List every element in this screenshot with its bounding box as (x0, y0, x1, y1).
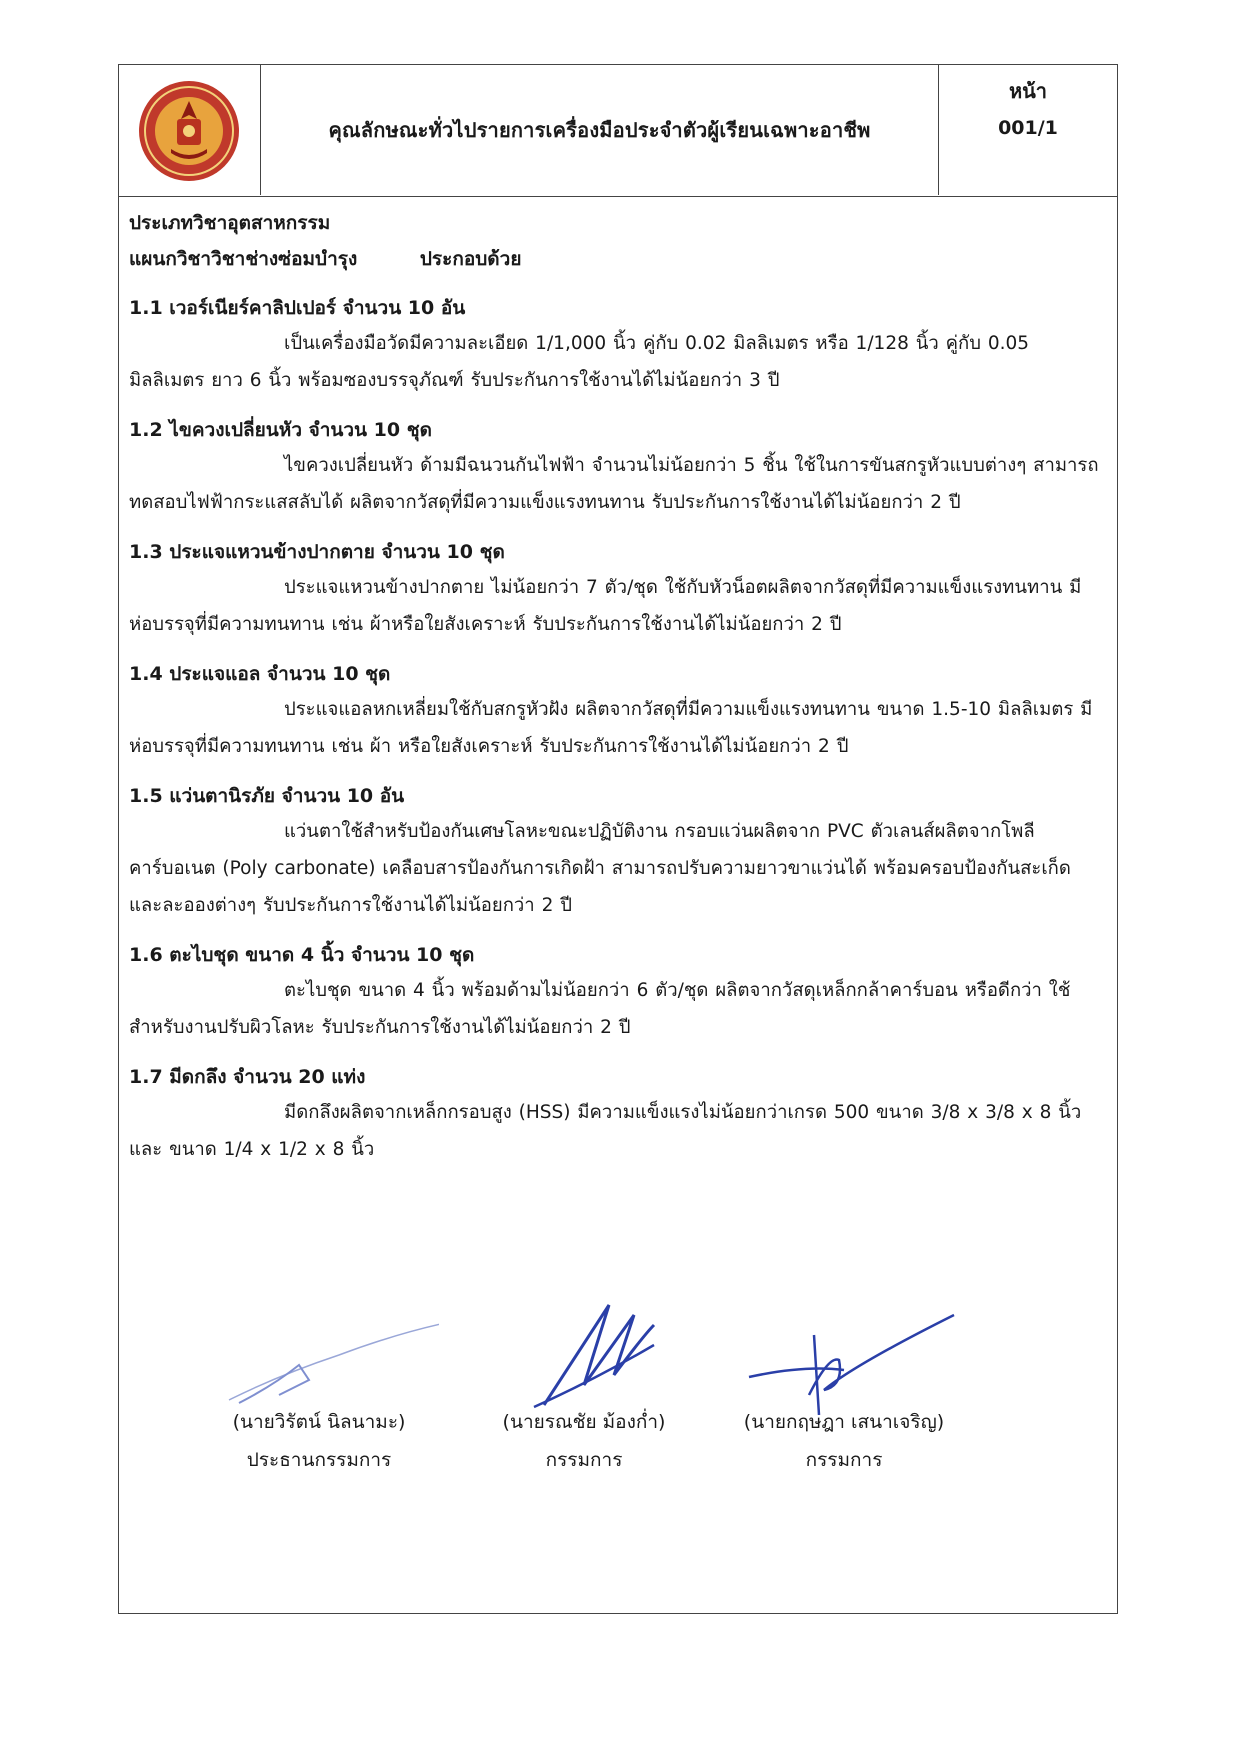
signer-name: (นายวิรัตน์ นิลนามะ) (232, 1411, 406, 1433)
page-number: 001/1 (998, 117, 1058, 139)
signer-role: กรรมการ (805, 1449, 883, 1471)
item-body: ประแจแหวนข้างปากตาย ไม่น้อยกว่า 7 ตัว/ชุด ใช้กับหัวน็อตผลิตจากวัสดุที่มีความแข็งแรงทนทาน มีห่อบรรจุที่มีความทนทาน เช่น ผ้าหรือใยสังเคราะห์ รับประกันการใช้งานได้ไม่น้อยกว่า 2 ปี (129, 577, 1082, 635)
item-body: เป็นเครื่องมือวัดมีความละเอียด 1/1,000 นิ้ว คู่กับ 0.02 มิลลิเมตร หรือ 1/128 นิ้ว คู่กับ 0.05 มิลลิเมตร ยาว 6 นิ้ว พร้อมซองบรรจุภัณฑ์ รับประกันการใช้งานได้ไม่น้อยกว่า 3 ปี (129, 333, 1030, 391)
item-title: 1.6 ตะไบชุด ขนาด 4 นิ้ว จำนวน 10 ชุด (129, 944, 475, 966)
logo-cell (119, 65, 261, 195)
item-title: 1.1 เวอร์เนียร์คาลิปเปอร์ จำนวน 10 อัน (129, 297, 466, 319)
document-frame (118, 64, 1118, 1614)
document-body (129, 205, 1104, 1168)
handwritten-signature-icon (484, 1295, 704, 1415)
item-title: 1.4 ประแจแอล จำนวน 10 ชุด (129, 663, 391, 685)
page-cell (939, 65, 1117, 195)
signature-chairman (189, 1295, 449, 1595)
institution-seal-icon (137, 79, 241, 183)
list-item (129, 657, 1104, 765)
signature-member-2 (714, 1295, 974, 1595)
signer-name: (นายรณชัย ม้องก่ำ) (502, 1411, 666, 1433)
signer-name: (นายกฤษฎา เสนาเจริญ) (743, 1411, 945, 1433)
list-item (129, 1060, 1104, 1168)
item-body: ตะไบชุด ขนาด 4 นิ้ว พร้อมด้ามไม่น้อยกว่า 6 ตัว/ชุด ผลิตจากวัสดุเหล็กกล้าคาร์บอน หรือดีกว่า ใช้สำหรับงานปรับผิวโลหะ รับประกันการใช้งานได้ไม่น้อยกว่า 2 ปี (129, 980, 1071, 1038)
item-title: 1.3 ประแจแหวนข้างปากตาย จำนวน 10 ชุด (129, 541, 505, 563)
item-body: ประแจแอลหกเหลี่ยมใช้กับสกรูหัวฝัง ผลิตจากวัสดุที่มีความแข็งแรงทนทาน ขนาด 1.5-10 มิลลิเมตร มีห่อบรรจุที่มีความทนทาน เช่น ผ้า หรือใยสังเคราะห์ รับประกันการใช้งานได้ไม่น้อยกว่า 2 ปี (129, 699, 1093, 757)
signature-member-1 (454, 1295, 714, 1595)
signer-role: ประธานกรรมการ (246, 1449, 392, 1471)
list-item (129, 938, 1104, 1046)
item-title: 1.5 แว่นตานิรภัย จำนวน 10 อัน (129, 785, 405, 807)
item-body: ไขควงเปลี่ยนหัว ด้ามมีฉนวนกันไฟฟ้า จำนวนไม่น้อยกว่า 5 ชิ้น ใช้ในการขันสกรูหัวแบบต่างๆ สามารถทดสอบไฟฟ้ากระแสสลับได้ ผลิตจากวัสดุที่มีความแข็งแรงทนทาน รับประกันการใช้งานได้ไม่น้อยกว่า 2 ปี (129, 455, 1099, 513)
document-title: คุณลักษณะทั่วไปรายการเครื่องมือประจำตัวผู้เรียนเฉพาะอาชีพ (328, 118, 871, 142)
handwritten-signature-icon (219, 1295, 439, 1415)
signer-role: กรรมการ (545, 1449, 623, 1471)
composed-of: ประกอบด้วย (419, 248, 522, 270)
list-item (129, 779, 1104, 924)
title-cell (261, 65, 939, 195)
category-line (129, 205, 1104, 241)
category: ประเภทวิชาอุตสาหกรรม (129, 212, 331, 234)
department: แผนกวิชาวิชาช่างซ่อมบำรุง (129, 248, 358, 270)
item-body: แว่นตาใช้สำหรับป้องกันเศษโลหะขณะปฏิบัติงาน กรอบแว่นผลิตจาก PVC ตัวเลนส์ผลิตจากโพลีคาร์บอเนต (Poly carbonate) เคลือบสารป้องกันการเกิดฝ้า สามารถปรับความยาวขาแว่นได้ พร้อมครอบป้องกันสะเก็ด และละอองต่างๆ รับประกันการใช้งานได้ไม่น้อยกว่า 2 ปี (129, 821, 1071, 916)
list-item (129, 413, 1104, 521)
handwritten-signature-icon (744, 1295, 964, 1415)
department-line (129, 241, 1104, 277)
list-item (129, 291, 1104, 399)
signature-block (119, 1295, 1117, 1595)
page-label: หน้า (1008, 79, 1048, 103)
item-title: 1.2 ไขควงเปลี่ยนหัว จำนวน 10 ชุด (129, 419, 432, 441)
item-body: มีดกลึงผลิตจากเหล็กกรอบสูง (HSS) มีความแข็งแรงไม่น้อยกว่าเกรด 500 ขนาด 3/8 x 3/8 x 8 นิ้ว และ ขนาด 1/4 x 1/2 x 8 นิ้ว (129, 1102, 1082, 1160)
item-title: 1.7 มีดกลึง จำนวน 20 แท่ง (129, 1066, 366, 1088)
document-header (119, 65, 1117, 197)
list-item (129, 535, 1104, 643)
